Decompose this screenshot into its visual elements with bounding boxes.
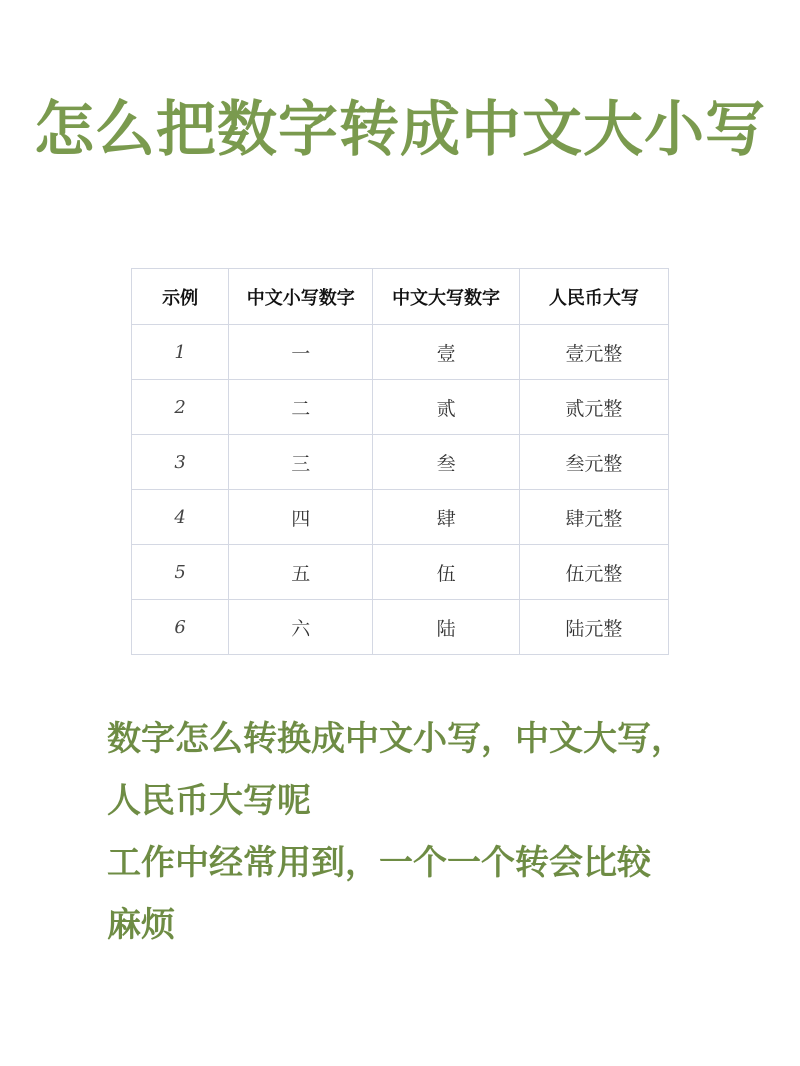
cell-example: 1 [132, 325, 229, 380]
body-line: 工作中经常用到，一个一个转会比较 [107, 843, 651, 883]
table-row [132, 325, 669, 380]
body-text [107, 708, 727, 956]
cell-lowercase: 六 [229, 600, 373, 655]
cell-example: 2 [132, 380, 229, 435]
cell-rmb: 肆元整 [519, 490, 668, 545]
cell-example: 5 [132, 545, 229, 600]
conversion-table-container [131, 268, 669, 655]
cell-lowercase: 四 [229, 490, 373, 545]
conversion-table [131, 268, 669, 655]
cell-uppercase: 壹 [373, 325, 519, 380]
cell-uppercase: 贰 [373, 380, 519, 435]
cell-rmb: 壹元整 [519, 325, 668, 380]
table-row [132, 545, 669, 600]
cell-lowercase: 五 [229, 545, 373, 600]
cell-uppercase: 肆 [373, 490, 519, 545]
cell-rmb: 叁元整 [519, 435, 668, 490]
cell-lowercase: 一 [229, 325, 373, 380]
body-line: 人民币大写呢 [107, 781, 311, 821]
cell-rmb: 陆元整 [519, 600, 668, 655]
cell-uppercase: 陆 [373, 600, 519, 655]
body-line: 数字怎么转换成中文小写，中文大写， [107, 719, 685, 759]
header-example: 示例 [132, 269, 229, 325]
table-row [132, 490, 669, 545]
header-rmb-uppercase: 人民币大写 [519, 269, 668, 325]
cell-lowercase: 三 [229, 435, 373, 490]
cell-rmb: 贰元整 [519, 380, 668, 435]
table-row [132, 380, 669, 435]
table-header-row [132, 269, 669, 325]
header-chinese-lowercase: 中文小写数字 [229, 269, 373, 325]
cell-rmb: 伍元整 [519, 545, 668, 600]
cell-example: 4 [132, 490, 229, 545]
cell-example: 6 [132, 600, 229, 655]
page-title: 怎么把数字转成中文大小写 [34, 95, 766, 165]
cell-uppercase: 伍 [373, 545, 519, 600]
cell-lowercase: 二 [229, 380, 373, 435]
body-line: 麻烦 [107, 905, 175, 945]
header-chinese-uppercase: 中文大写数字 [373, 269, 519, 325]
table-row [132, 600, 669, 655]
cell-example: 3 [132, 435, 229, 490]
cell-uppercase: 叁 [373, 435, 519, 490]
table-row [132, 435, 669, 490]
